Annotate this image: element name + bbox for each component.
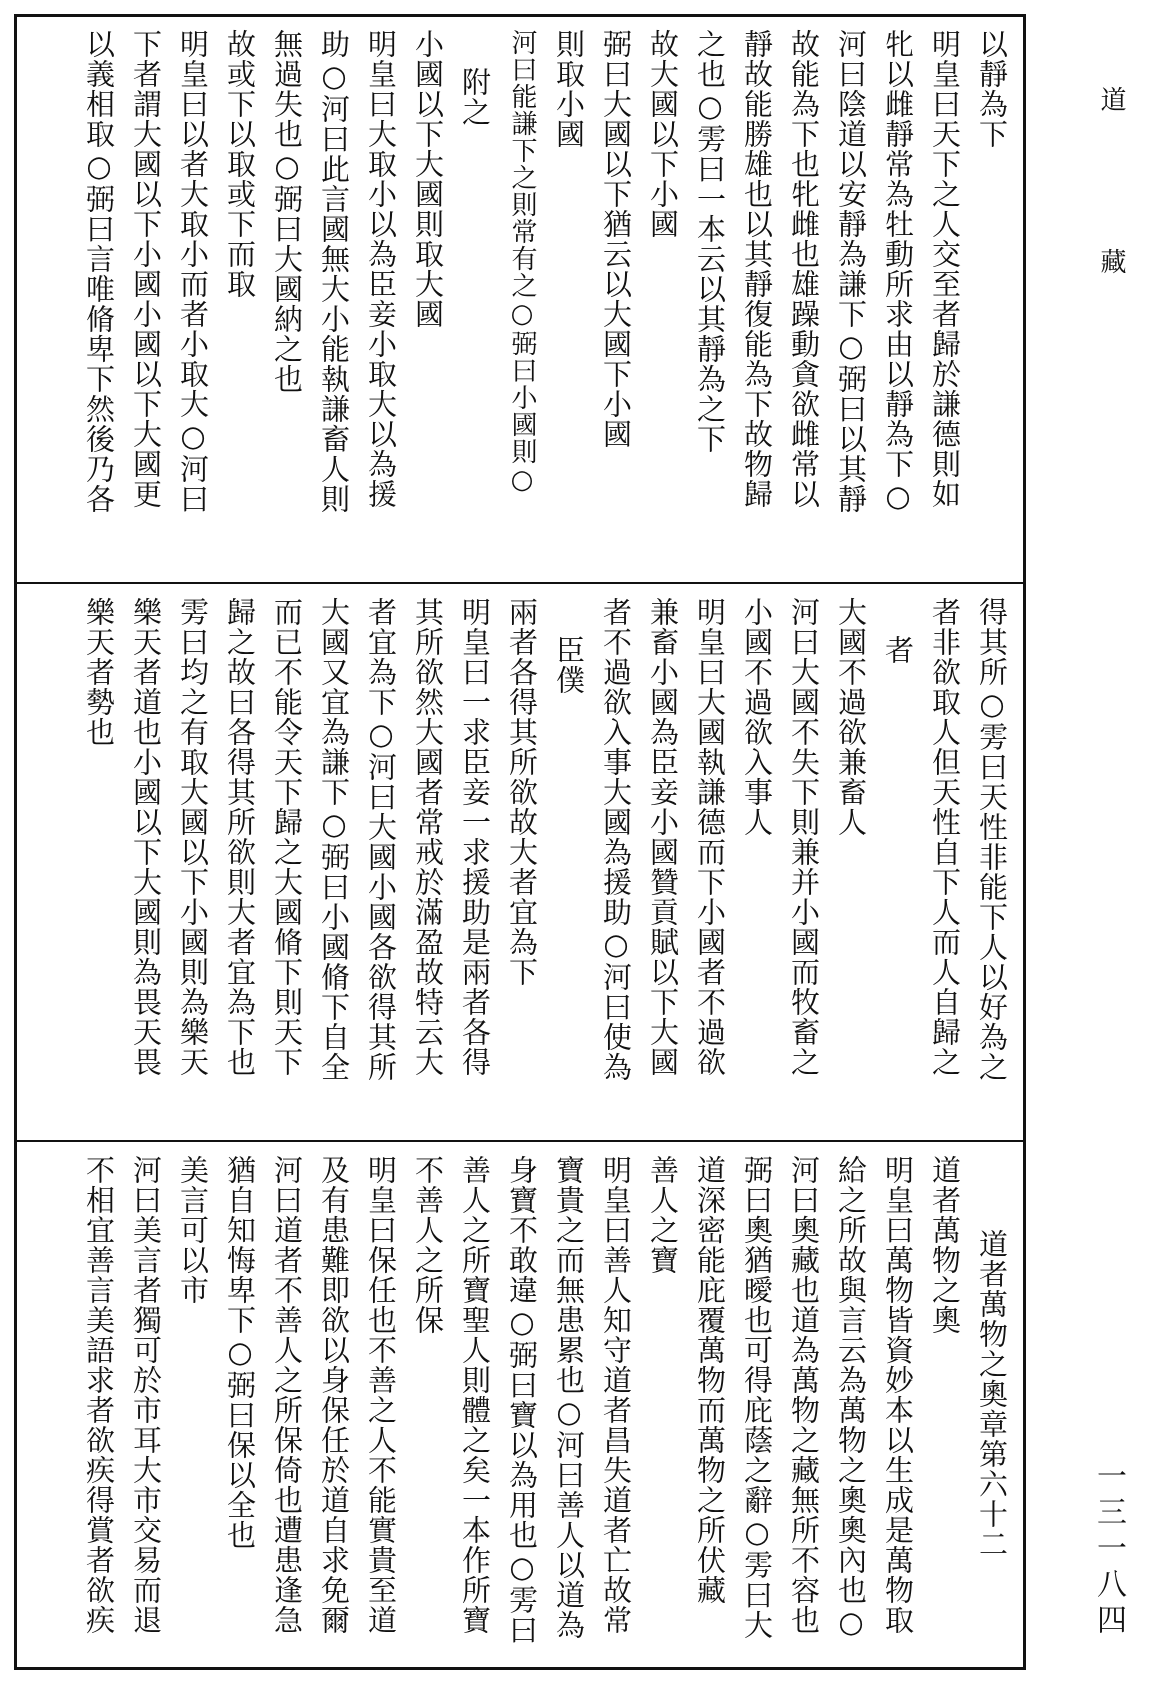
text-column: 猶自知悔卑下○弼曰保以全也 (223, 1155, 257, 1550)
text-column: 大國又宜為謙下○弼曰小國脩下自全 (317, 597, 351, 1082)
text-heading-column: 不善人之所保 (411, 1155, 445, 1335)
text-column: 明皇曰大取小以為臣妾小取大以為援 (364, 29, 398, 509)
text-column: 以義相取○弼曰言唯脩卑下然後乃各 (82, 29, 116, 514)
text-column: 者宜為下○河曰大國小國各欲得其所 (364, 597, 398, 1082)
text-heading-column: 兩者各得其所欲故大者宜為下 (505, 597, 539, 987)
text-column: 河曰道者不善人之所保倚也遭患逢急 (270, 1155, 304, 1635)
register-divider-2 (17, 1140, 1023, 1142)
text-column: 靜故能勝雄也以其靜復能為下故物歸 (740, 29, 774, 509)
text-column: 得其所○雱曰天性非能下人以好為之 (975, 597, 1009, 1082)
text-column: 雱曰均之有取大國以下小國則為樂天 (176, 597, 210, 1077)
text-column: 無過失也○弼曰大國納之也 (270, 29, 304, 394)
text-column: 兼畜小國為臣妾小國贊貢賦以下大國 (646, 597, 680, 1077)
text-column: 河曰美言者獨可於市耳大市交易而退 (129, 1155, 163, 1635)
text-heading-column: 大國不過欲兼畜人 (834, 597, 868, 837)
text-column: 附之 (458, 67, 492, 127)
text-column: 明皇曰一求臣妾一求援助是兩者各得 (458, 597, 492, 1077)
text-heading-column: 則取小國 (552, 29, 586, 149)
margin-label-cang: 藏 (1096, 248, 1126, 276)
text-column: 河曰大國不失下則兼并小國而牧畜之 (787, 597, 821, 1077)
text-column: 牝以雌靜常為牡動所求由以靜為下○ (881, 29, 915, 514)
text-column: 弼曰大國以下猶云以大國下小國 (599, 29, 633, 449)
text-column: 臣僕 (552, 635, 586, 695)
register-divider-1 (17, 582, 1023, 584)
margin-label-dao: 道 (1096, 86, 1126, 114)
text-heading-column: 小國以下大國則取大國 (411, 29, 445, 329)
text-column: 明皇曰善人知守道者昌失道者亡故常 (599, 1155, 633, 1635)
text-column: 及有患難即欲以身保任於道自求免爾 (317, 1155, 351, 1635)
register-middle (17, 585, 1023, 1140)
text-column: 明皇曰保任也不善之人不能實貴至道 (364, 1155, 398, 1635)
page-frame (14, 14, 1026, 1670)
text-heading-column: 善人之寶 (646, 1155, 680, 1275)
text-column: 下者謂大國以下小國小國以下大國更 (129, 29, 163, 509)
text-column: 樂天者道也小國以下大國則為畏天畏 (129, 597, 163, 1077)
text-heading-column: 美言可以市 (176, 1155, 210, 1305)
text-column: 道深密能庇覆萬物而萬物之所伏藏 (693, 1155, 727, 1605)
text-column: 河曰陰道以安靜為謙下○弼曰以其靜 (834, 29, 868, 514)
text-column: 其所欲然大國者常戒於滿盈故特云大 (411, 597, 445, 1077)
text-column: 者 (881, 635, 915, 665)
text-column: 者非欲取人但天性自下人而人自歸之 (928, 597, 962, 1077)
text-column: 而已不能令天下歸之大國脩下則天下 (270, 597, 304, 1077)
text-heading-column: 道者萬物之奧 (928, 1155, 962, 1335)
text-column: 樂天者勢也 (82, 597, 116, 747)
text-heading-column: 故大國以下小國 (646, 29, 680, 239)
text-column: 明皇曰大國執謙德而下小國者不過欲 (693, 597, 727, 1077)
text-column: 弼曰奧猶曖也可得庇蔭之辭○雱曰大 (740, 1155, 774, 1640)
text-column: 河曰能謙下之則常有之○弼曰小國則○ (507, 29, 537, 496)
text-heading-column: 道者萬物之奧章第六十二 (975, 1229, 1009, 1559)
text-column: 給之所故與言云為萬物之奧奧內也○ (834, 1155, 868, 1640)
page-number: 一三一八四 (1091, 1460, 1126, 1640)
text-heading-column: 故或下以取或下而取 (223, 29, 257, 299)
text-column: 明皇曰天下之人交至者歸於謙德則如 (928, 29, 962, 509)
text-heading-column: 小國不過欲入事人 (740, 597, 774, 837)
text-column: 河曰奧藏也道為萬物之藏無所不容也 (787, 1155, 821, 1635)
text-column: 寶貴之而無患累也○河曰善人以道為 (552, 1155, 586, 1640)
text-column: 不相宜善言美語求者欲疾得賞者欲疾 (82, 1155, 116, 1635)
text-column: 故能為下也牝雌也雄躁動貪欲雌常以 (787, 29, 821, 509)
register-top (17, 17, 1023, 582)
text-column: 明皇曰以者大取小而者小取大○河曰 (176, 29, 210, 514)
text-column: 身寶不敢違○弼曰寶以為用也○雱曰 (505, 1155, 539, 1645)
text-column: 善人之所寶聖人則體之矣一本作所寶 (458, 1155, 492, 1635)
register-bottom (17, 1143, 1023, 1667)
text-column: 之也○雱曰一本云以其靜為之下 (693, 29, 727, 454)
text-column: 者不過欲入事大國為援助○河曰使為 (599, 597, 633, 1082)
text-column: 歸之故曰各得其所欲則大者宜為下也 (223, 597, 257, 1077)
text-column: 助○河曰此言國無大小能執謙畜人則 (317, 29, 351, 514)
text-column: 明皇曰萬物皆資妙本以生成是萬物取 (881, 1155, 915, 1635)
text-heading-column: 以靜為下 (975, 29, 1009, 149)
